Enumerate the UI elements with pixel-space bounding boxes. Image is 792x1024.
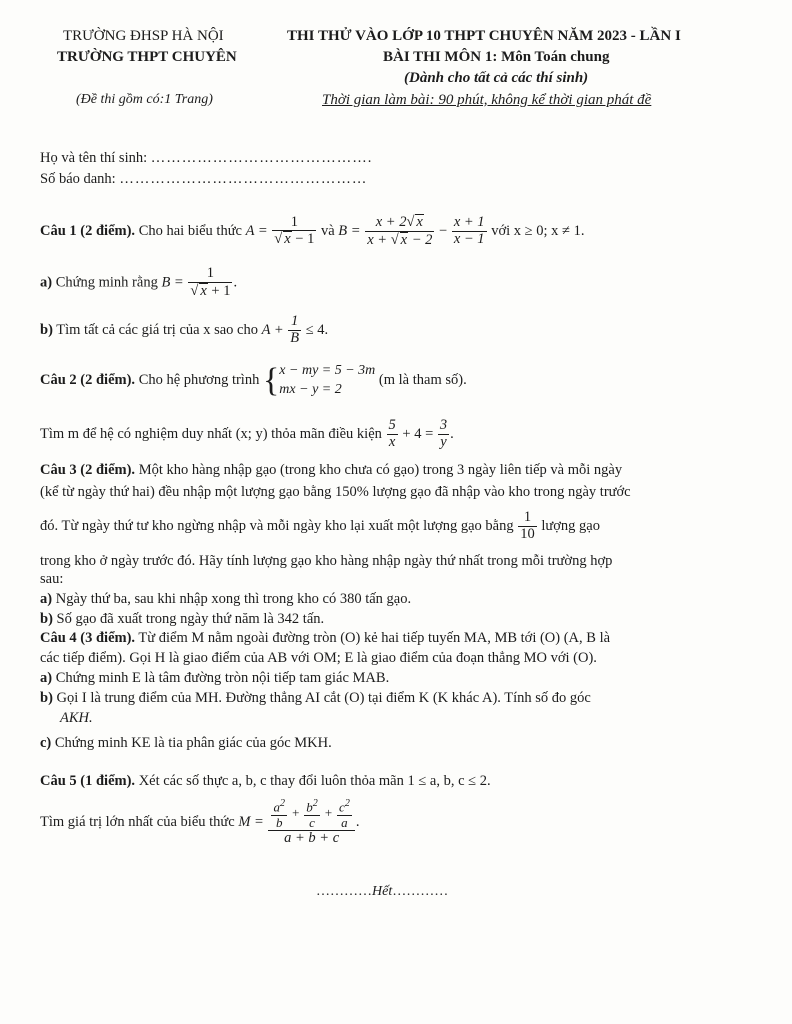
school-name-1: TRƯỜNG ĐHSP HÀ NỘI	[63, 28, 224, 44]
q5-plus-2: +	[320, 804, 337, 820]
q1-B-minus: −	[435, 222, 451, 239]
q1-b-expr-tail: ≤ 4.	[302, 321, 329, 338]
q5-end: .	[355, 813, 360, 830]
q5-numerator	[268, 798, 354, 831]
q4-a-label: a)	[40, 670, 53, 686]
q1-B-lhs: B =	[338, 222, 365, 239]
q3-line1: Một kho hàng nhập gạo (trong kho chưa có gạo) trong 3 ngày liên tiếp và mỗi ngày	[135, 462, 623, 478]
q5-t3-den: a	[341, 814, 348, 830]
q4-part-b-cont: AKH.	[60, 710, 93, 726]
q2-f2-num: 3	[439, 417, 448, 433]
q1-b-num: 1	[288, 314, 301, 331]
q4-line-2: các tiếp điểm). Gọi H là giao điểm của AB với OM; E là giao điểm của đoạn thẳng MO với (O).	[40, 650, 597, 666]
q5-t1-num-var: a	[273, 799, 280, 815]
candidate-name-row	[40, 150, 372, 167]
system-brace: {	[262, 361, 280, 399]
q5-t2-sq: 2	[312, 798, 318, 809]
q1-B-f1-num: x + 2√ x	[365, 214, 434, 232]
q5-t3-sq: 2	[344, 798, 350, 809]
q1-intro: Cho hai biểu thức	[135, 222, 246, 239]
q1-a-text: Chứng minh rằng	[52, 274, 162, 291]
candidate-name-dots: …………………………………….	[150, 150, 373, 166]
q1-B-f2-den: x − 1	[453, 230, 485, 247]
q5-term-1	[271, 798, 287, 830]
end-left-dots: …………	[316, 884, 372, 899]
q3-line3-tail: lượng gạo	[537, 517, 600, 534]
q2-fraction-2	[438, 418, 449, 451]
exam-audience: (Dành cho tất cả các thí sinh)	[404, 70, 589, 86]
q1-b-fraction	[288, 314, 301, 347]
q2-eq2: mx − y = 2	[279, 381, 342, 397]
candidate-id-label: Số báo danh:	[40, 171, 120, 187]
q1-and: và	[317, 222, 339, 239]
end-right-dots: …………	[392, 884, 449, 899]
q2-mid: + 4 =	[398, 425, 437, 442]
q1-a-den-tail: + 1	[207, 282, 231, 299]
q5-find	[40, 798, 359, 847]
q5-t1-den: b	[275, 814, 283, 830]
q4-part-a	[40, 670, 389, 687]
q1-part-a	[40, 266, 237, 300]
q1-part-b	[40, 314, 328, 347]
end-mark	[316, 884, 448, 900]
q4-b-text: Gọi I là trung điểm của MH. Đường thẳng AI cắt (O) tại điểm K (K khác A). Tính số đo góc	[52, 690, 591, 706]
q3-a-label: a)	[40, 591, 53, 607]
candidate-id-dots: …………………………………………	[119, 171, 368, 187]
end-word: Hết	[372, 884, 393, 899]
q3-part-b	[40, 611, 324, 628]
q3-line-3	[40, 510, 600, 543]
exam-title: THI THỬ VÀO LỚP 10 THPT CHUYÊN NĂM 2023 - LẦN I	[287, 28, 681, 44]
q1-b-label: b)	[40, 321, 53, 338]
q3-frac-num: 1	[518, 510, 537, 527]
q4-c-text: Chứng minh KE là tia phân giác của góc MKH.	[51, 735, 332, 751]
q5-line-1	[40, 773, 491, 790]
q1-B-f2-num: x + 1	[453, 214, 485, 230]
q1-A-lhs: A =	[245, 222, 272, 239]
time-note-text: Thời gian làm bài: 90 phút, không kể thời gian phát đề	[322, 92, 652, 108]
q2-f1-num: 5	[388, 417, 396, 433]
q2-f1-den: x	[388, 433, 396, 450]
q3-line-5: sau:	[40, 571, 64, 587]
q3-b-label: b)	[40, 611, 53, 627]
q4-b-label: b)	[40, 690, 53, 706]
q1-b-expr-head: A +	[261, 321, 288, 338]
q1-a-label: a)	[40, 274, 53, 291]
q3-frac-den: 10	[520, 525, 535, 542]
q1-B-f1-den-head: x +	[367, 231, 391, 248]
q1-b-text: Tìm tất cả các giá trị của x sao cho	[52, 321, 262, 338]
q5-line1: Xét các số thực a, b, c thay đổi luôn thỏa mãn 1 ≤ a, b, c ≤ 2.	[135, 773, 491, 789]
q3-part-a	[40, 591, 411, 608]
q2-head: Câu 2 (2 điểm).	[40, 372, 136, 389]
q3-line-4: trong kho ở ngày trước đó. Hãy tính lượng gạo kho hàng nhập ngày thứ nhất trong mỗi trường hợp	[40, 553, 613, 569]
q5-term-3	[337, 798, 352, 830]
q1-B-f1-den-tail: − 2	[408, 231, 433, 248]
q1-head: Câu 1 (2 điểm).	[40, 222, 136, 239]
q3-b-text: Số gạo đã xuất trong ngày thứ năm là 342 tấn.	[52, 611, 325, 627]
candidate-id-row	[40, 171, 367, 188]
q1-statement	[40, 214, 584, 249]
q1-B-f1-num-head: x + 2	[375, 214, 407, 230]
q2-param: (m là tham số).	[375, 372, 467, 389]
q1-b-den: B	[290, 329, 300, 346]
q2-f2-den: y	[440, 433, 447, 450]
q1-a-end: .	[233, 274, 238, 291]
q2-find-text: Tìm m để hệ có nghiệm duy nhất (x; y) thỏa mãn điều kiện	[40, 425, 386, 442]
q1-A-den: √ x − 1	[274, 231, 315, 248]
q4-part-b	[40, 690, 591, 707]
q5-t1-num	[271, 798, 287, 816]
candidate-name-label: Họ và tên thí sinh:	[40, 150, 151, 166]
q5-main-fraction	[268, 798, 354, 847]
q1-a-den-rad: x	[200, 282, 207, 299]
q5-t1-sq: 2	[279, 798, 285, 809]
q1-B-f1-den-rad: x	[400, 231, 408, 248]
q4-a-text: Chứng minh E là tâm đường tròn nội tiếp tam giác MAB.	[52, 670, 390, 686]
q4-line-1	[40, 630, 610, 647]
q5-t2-num-var: b	[306, 799, 313, 815]
q5-t2-num	[304, 798, 320, 816]
q5-t2-den: c	[309, 814, 315, 830]
q1-B-fraction-2	[452, 215, 487, 248]
q5-denominator: a + b + c	[284, 829, 340, 846]
q4-part-c	[40, 735, 332, 752]
q5-lhs: M =	[238, 813, 268, 830]
q4-c-label: c)	[40, 735, 52, 751]
q1-A-num: 1	[272, 215, 316, 232]
q1-a-lhs: B =	[161, 274, 188, 291]
q5-term-2	[304, 798, 320, 830]
q1-B-f1-num-rad: x	[416, 214, 423, 230]
q1-a-num: 1	[188, 266, 232, 283]
q3-fraction	[518, 510, 537, 543]
q2-fraction-1	[387, 418, 398, 451]
q2-statement	[40, 362, 467, 400]
time-note	[322, 92, 651, 109]
q1-a-den: √ x + 1	[190, 282, 231, 299]
q3-line3-head: đó. Từ ngày thứ tư kho ngừng nhập và mỗi ngày kho lại xuất một lượng gạo bằng	[40, 517, 518, 534]
q5-t3-num	[337, 798, 352, 816]
q1-B-f1-den: x + √ x − 2	[367, 231, 433, 248]
q4-line1: Từ điểm M nằm ngoài đường tròn (O) kẻ hai tiếp tuyến MA, MB tới (O) (A, B là	[135, 630, 611, 646]
q1-condition: với x ≥ 0; x ≠ 1.	[487, 222, 585, 239]
q2-find	[40, 418, 454, 451]
q1-B-fraction-1	[365, 214, 434, 249]
q5-t3-num-var: c	[339, 799, 345, 815]
pages-note: (Đề thi gồm có:1 Trang)	[76, 92, 213, 107]
q1-a-fraction	[188, 266, 232, 300]
school-name-2: TRƯỜNG THPT CHUYÊN	[57, 49, 237, 65]
q3-line-1	[40, 462, 622, 479]
q1-A-fraction	[272, 215, 316, 249]
q2-end: .	[450, 425, 454, 442]
q3-head: Câu 3 (2 điểm).	[40, 462, 136, 478]
q3-line-2: (kể từ ngày thứ hai) đều nhập một lượng gạo bằng 150% lượng gạo đã nhập vào kho trong ngày trước	[40, 484, 631, 500]
q3-a-text: Ngày thứ ba, sau khi nhập xong thì trong kho có 380 tấn gạo.	[52, 591, 412, 607]
q1-A-den-rad: x	[284, 231, 291, 248]
q5-find-text: Tìm giá trị lớn nhất của biểu thức	[40, 813, 239, 830]
q2-intro: Cho hệ phương trình	[135, 372, 263, 389]
q5-head: Câu 5 (1 điểm).	[40, 773, 136, 789]
q2-system	[279, 362, 375, 400]
q5-plus-1: +	[287, 804, 304, 820]
exam-subject: BÀI THI MÔN 1: Môn Toán chung	[383, 49, 610, 65]
q2-eq1: x − my = 5 − 3m	[279, 363, 376, 378]
q1-A-den-tail: − 1	[291, 231, 315, 248]
q4-head: Câu 4 (3 điểm).	[40, 630, 136, 646]
